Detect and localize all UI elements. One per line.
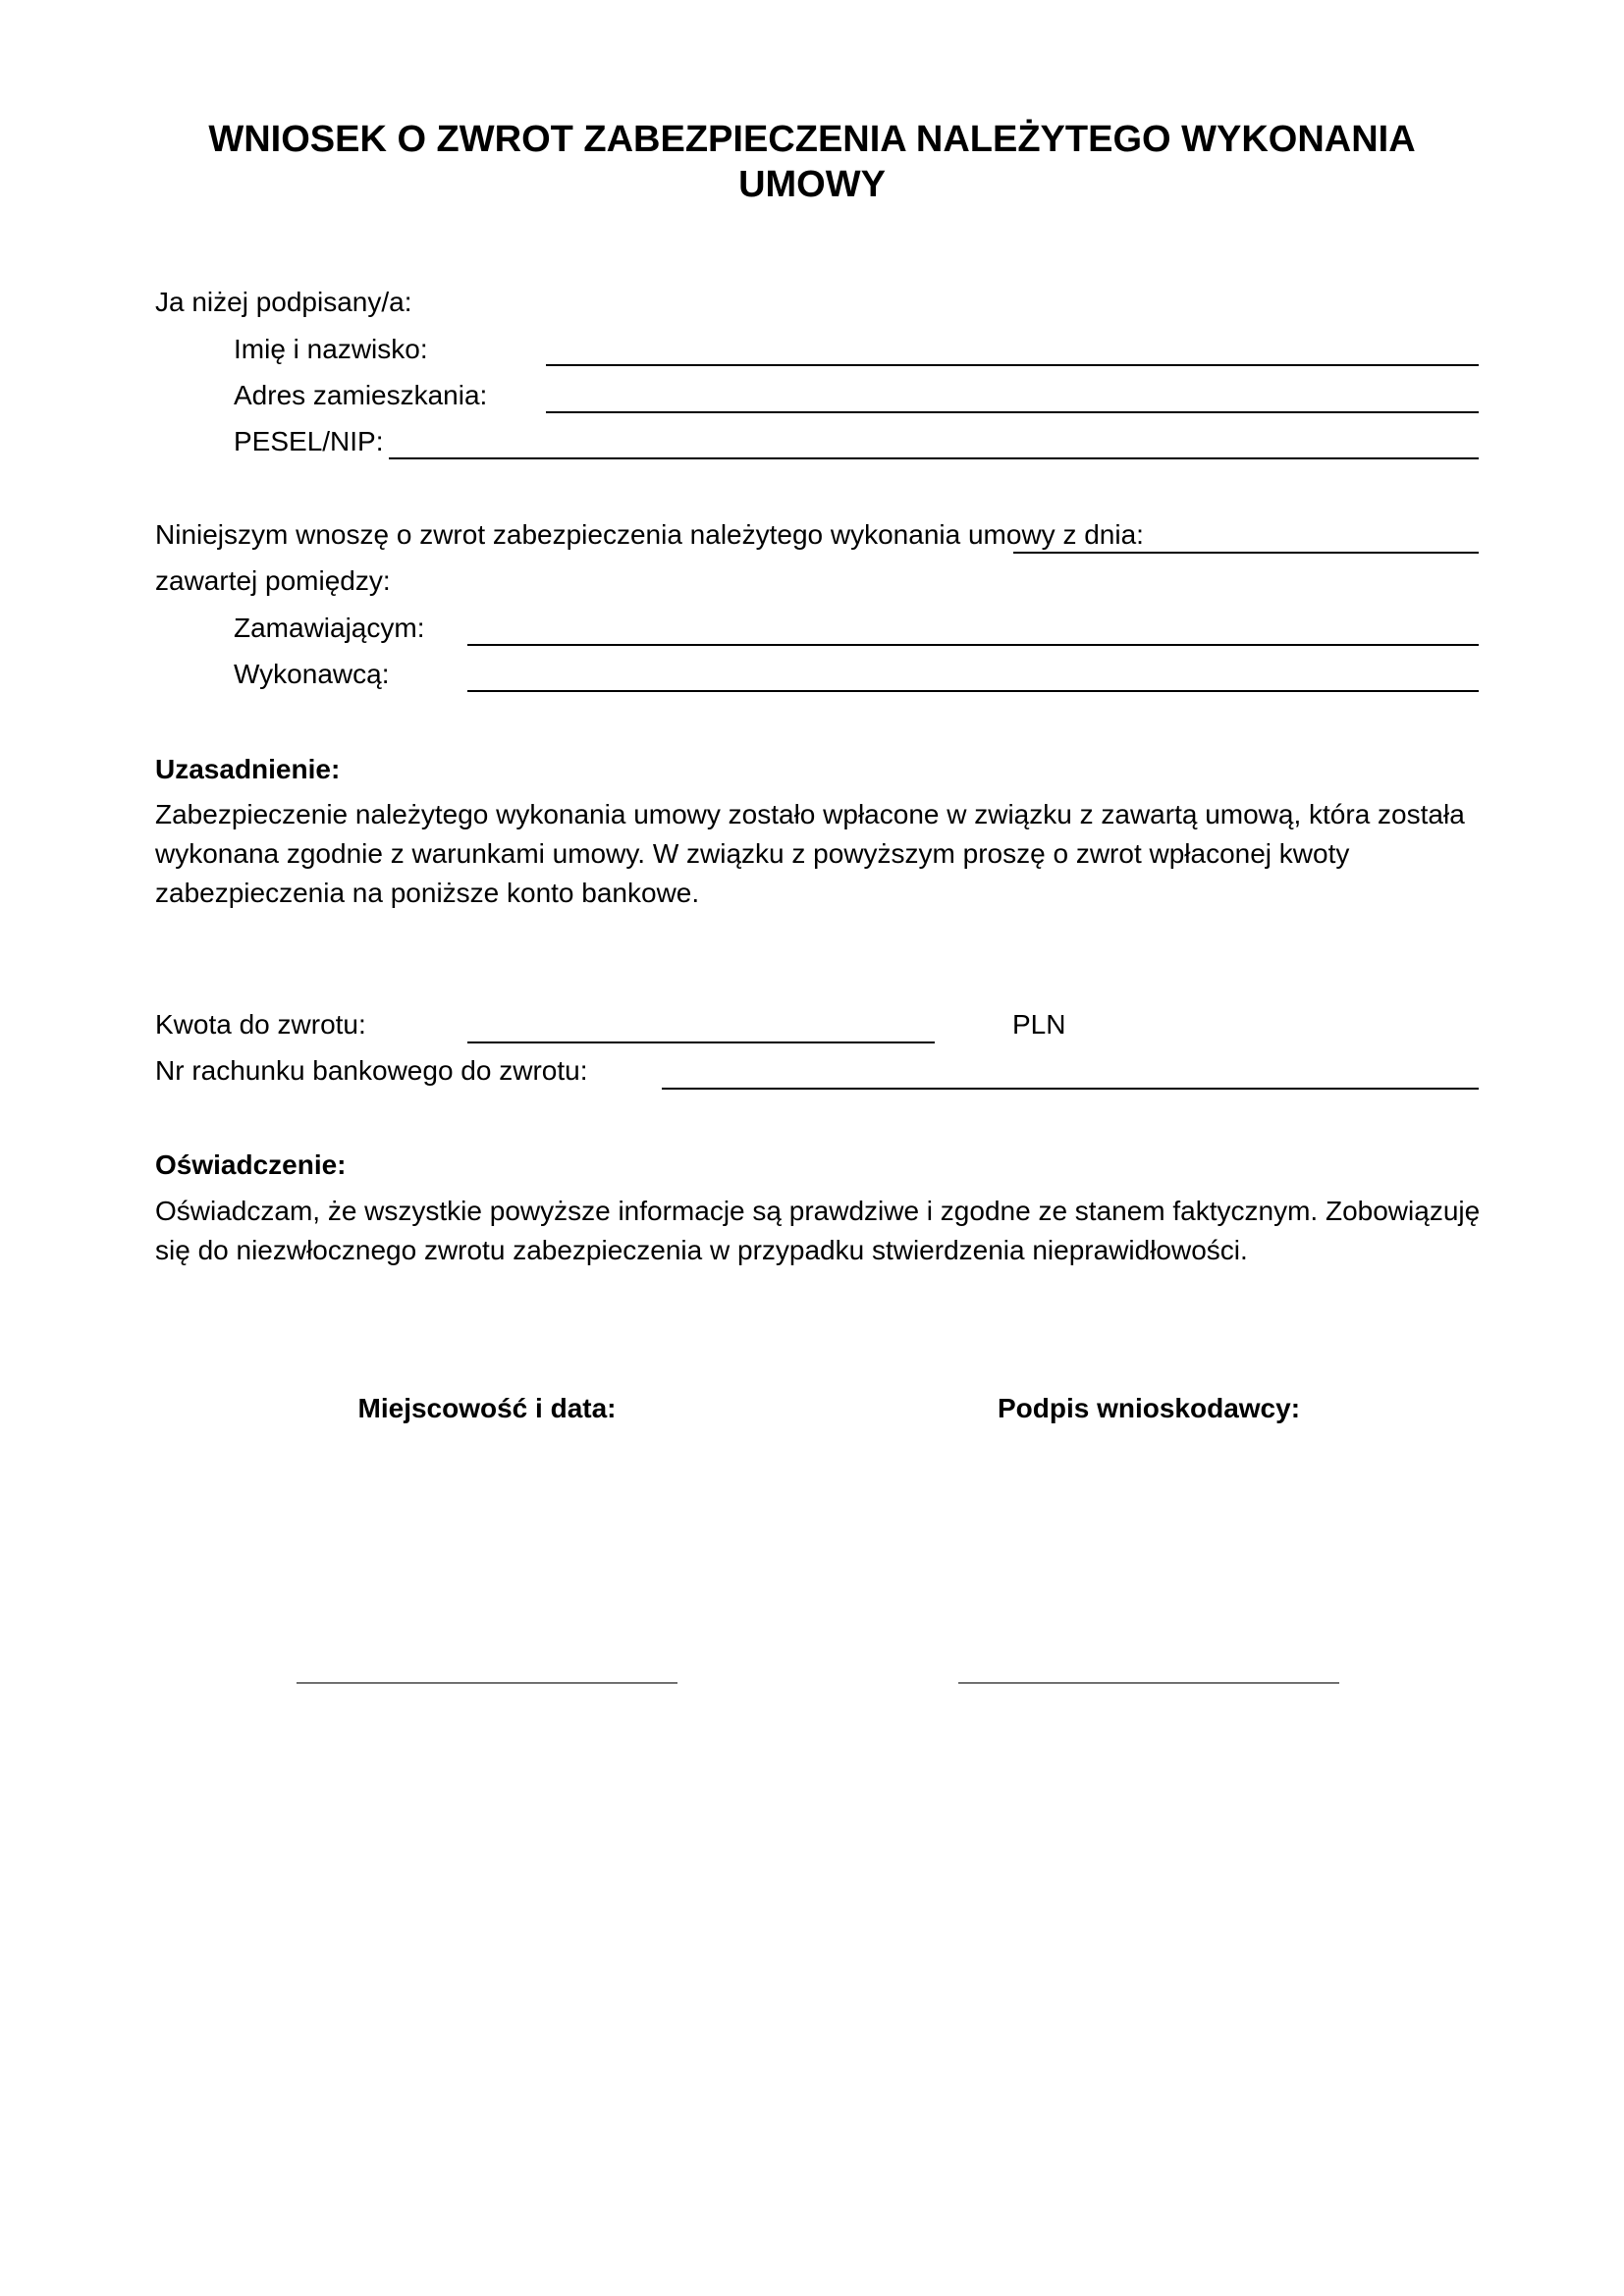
pesel-nip-label: PESEL/NIP: <box>234 426 384 456</box>
contractor-label: Wykonawcą: <box>234 659 390 689</box>
signature-label: Podpis wnioskodawcy: <box>997 1393 1301 1423</box>
client-label: Zamawiającym: <box>234 613 425 643</box>
justification-text: Zabezpieczenie należytego wykonania umowy zostało wpłacone w związku z zawartą umową, która została wykonana zgodnie z warunkami umowy. W związku z powyższym proszę o zwrot wpłaconej kwoty zabezpieczenia na poniższe konto bankowe. <box>155 799 1465 908</box>
currency-label: PLN <box>1012 1009 1066 1040</box>
declaration-heading: Oświadczenie: <box>155 1149 347 1180</box>
document-title: WNIOSEK O ZWROT ZABEZPIECZENIA NALEŻYTEGO WYKONANIA UMOWY <box>208 119 1416 205</box>
client-field-line[interactable] <box>467 644 1479 646</box>
signature-line[interactable] <box>958 1682 1339 1683</box>
request-text: Niniejszym wnoszę o zwrot zabezpieczenia należytego wykonania umowy z dnia: <box>155 519 1144 550</box>
declaration-text: Oświadczam, że wszystkie powyższe informacje są prawdziwe i zgodne ze stanem faktycznym. Zobowiązuję się do niezwłocznego zwrotu zabezpieczenia w przypadku stwierdzenia nieprawidłowości. <box>155 1196 1481 1265</box>
contract-between-label: zawartej pomiędzy: <box>155 565 391 596</box>
account-field-line[interactable] <box>662 1088 1479 1090</box>
address-label: Adres zamieszkania: <box>234 380 488 410</box>
amount-label: Kwota do zwrotu: <box>155 1009 366 1040</box>
amount-field-line[interactable] <box>467 1041 935 1043</box>
place-date-line[interactable] <box>297 1682 677 1683</box>
applicant-intro: Ja niżej podpisany/a: <box>155 287 412 317</box>
name-label: Imię i nazwisko: <box>234 334 428 364</box>
name-field-line[interactable] <box>546 364 1479 366</box>
contract-date-field-line[interactable] <box>1013 552 1479 554</box>
address-field-line[interactable] <box>546 411 1479 413</box>
pesel-nip-field-line[interactable] <box>389 457 1479 459</box>
justification-heading: Uzasadnienie: <box>155 754 341 784</box>
contractor-field-line[interactable] <box>467 690 1479 692</box>
place-date-label: Miejscowość i data: <box>357 1393 617 1423</box>
account-label: Nr rachunku bankowego do zwrotu: <box>155 1055 588 1086</box>
